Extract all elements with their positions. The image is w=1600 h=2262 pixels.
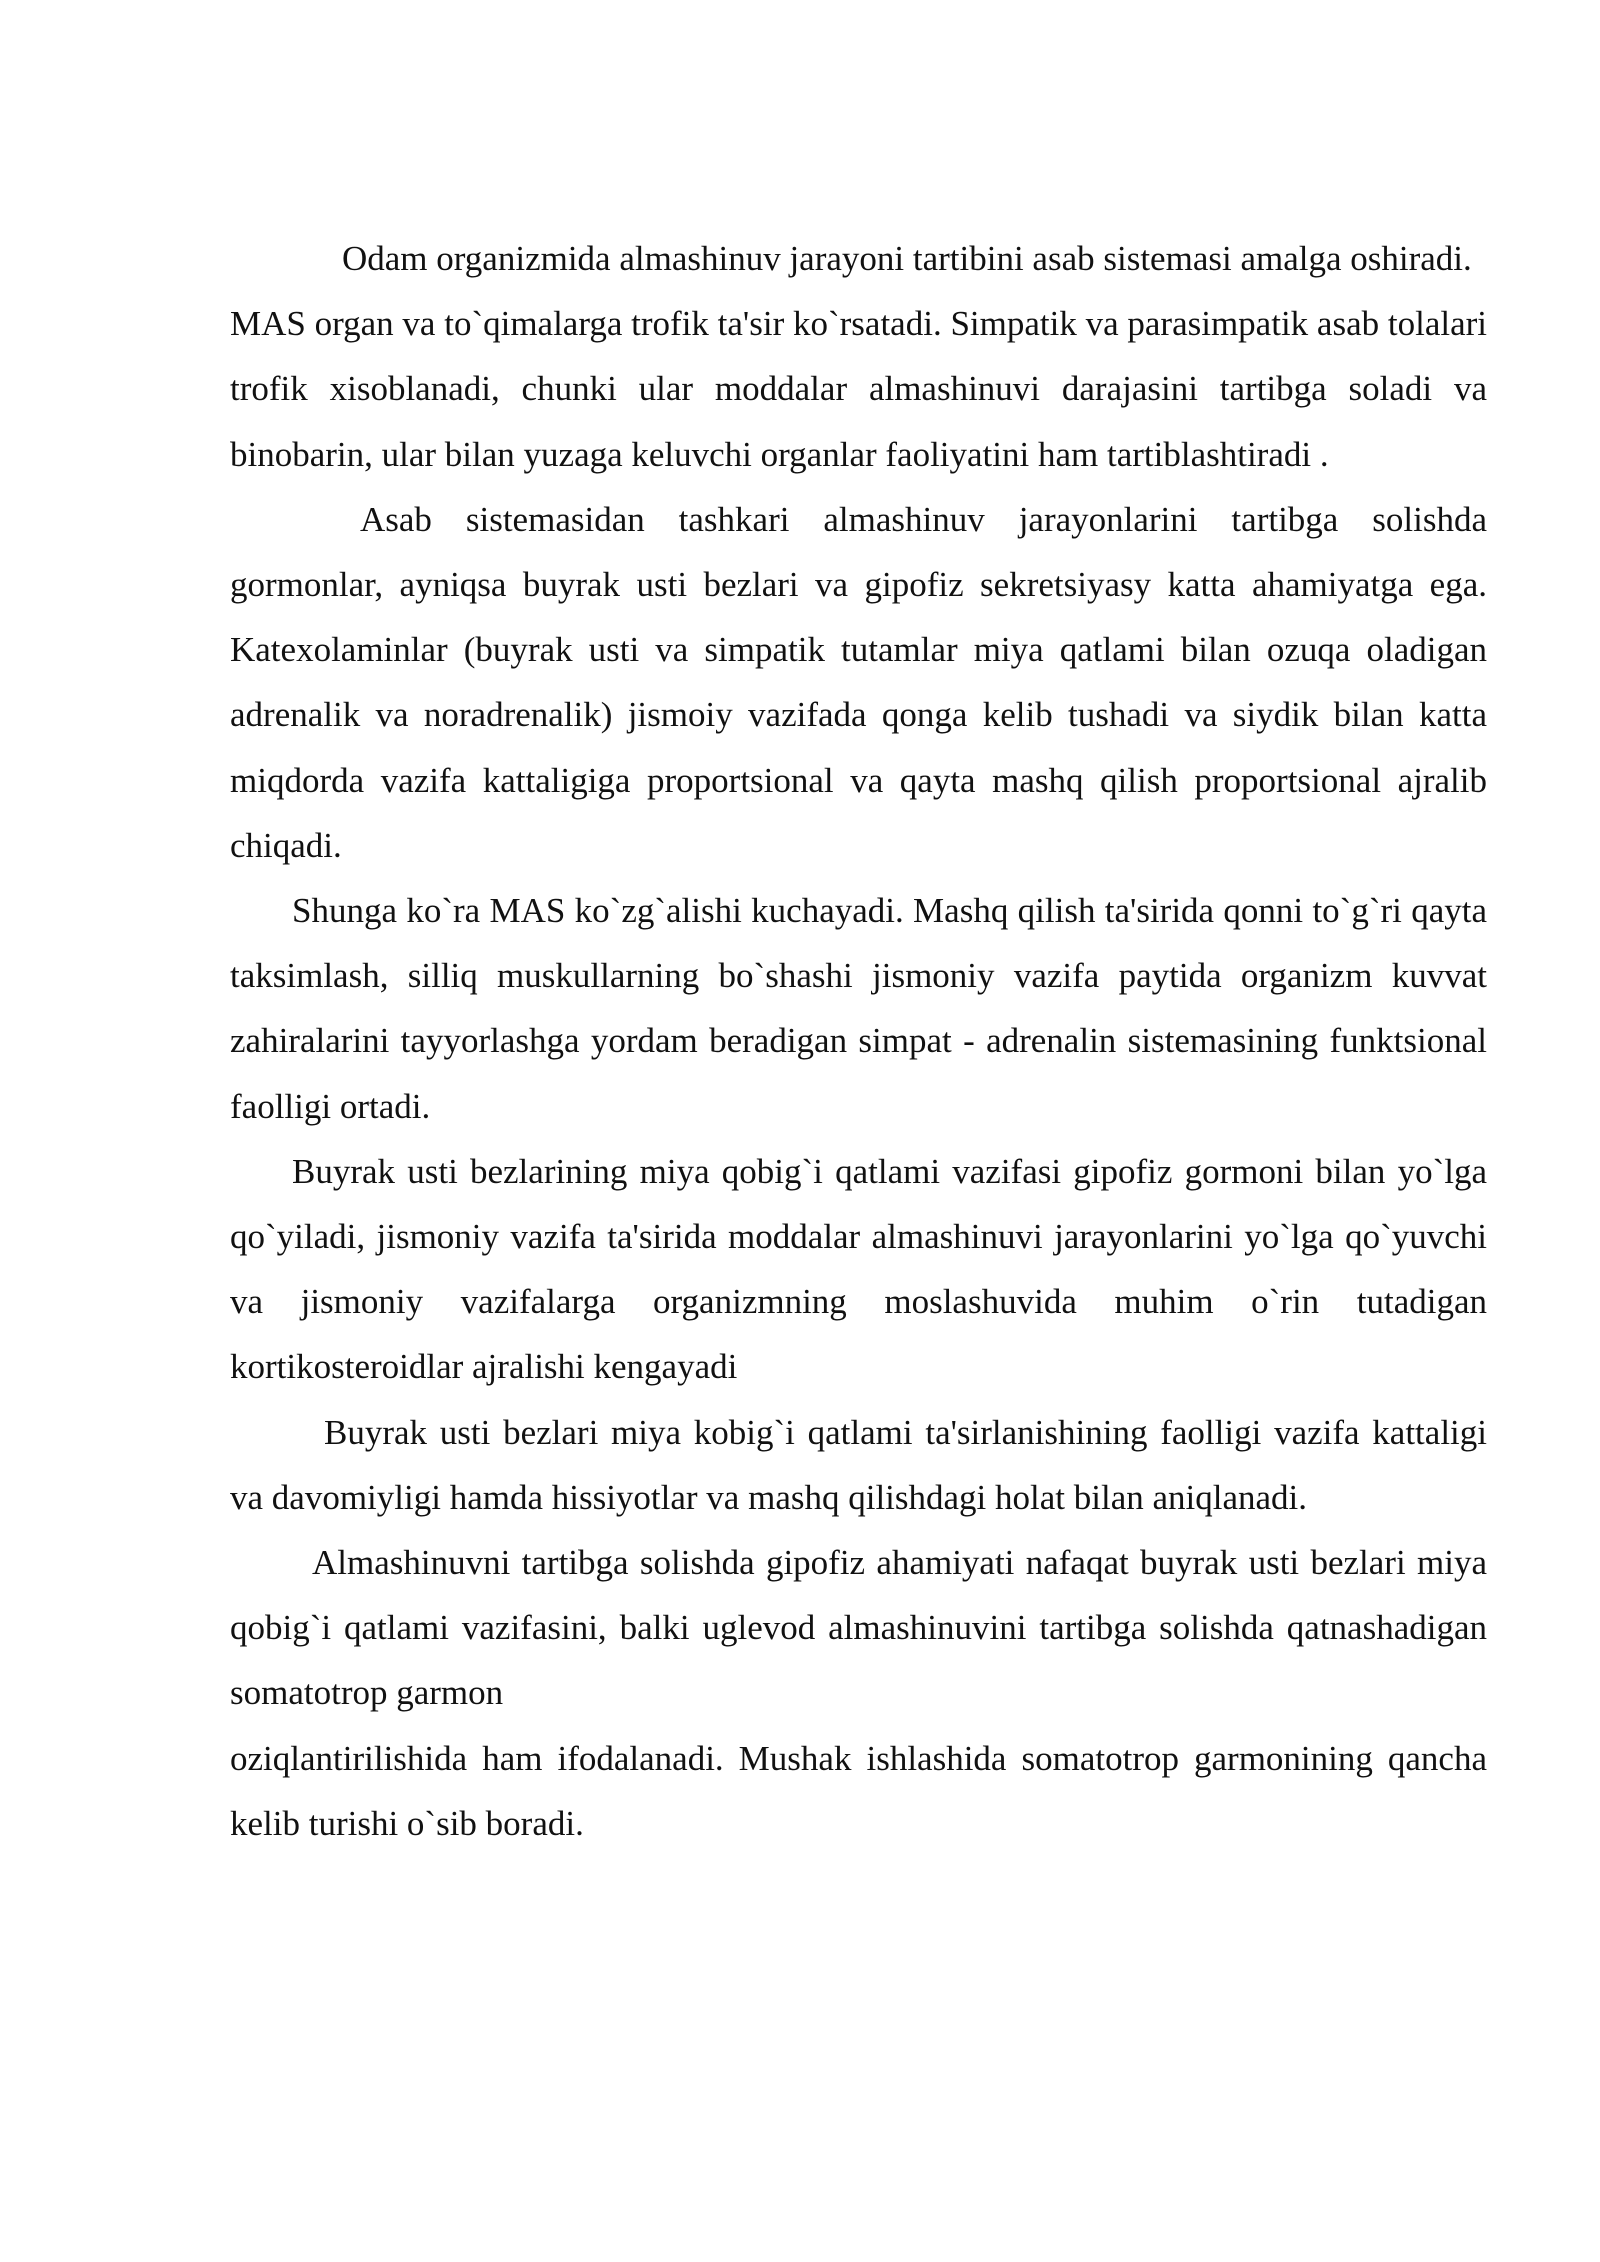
paragraph-4: Shunga ko`ra MAS ko`zg`alishi kuchayadi. Mashq qilish ta'sirida qonni to`g`ri qayta taksimlash, silliq muskullarning bo`shashi jismoniy vazifa paytida organizm kuvvat zahiralarini tayyorlashga yordam beradigan simpat - adrenalin sistemasining funktsional faolligi ortadi. (230, 891, 1487, 1126)
paragraph-2: MAS organ va to`qimalarga trofik ta'sir ko`rsatadi. Simpatik va parasimpatik asab tolalari trofik xisoblanadi, chunki ular moddalar almashinuvi darajasini tartibga soladi va binobarin, ular bilan yuzaga keluvchi organlar faoliyatini ham tartiblashtiradi . (230, 304, 1487, 474)
paragraph-7: Almashinuvni tartibga solishda gipofiz ahamiyati nafaqat buyrak usti bezlari miya qobig`i qatlami vazifasini, balki uglevod almashinuvini tartibga solishda qatnashadigan somatotrop garmon (230, 1543, 1487, 1713)
paragraph-6: Buyrak usti bezlari miya kobig`i qatlami ta'sirlanishining faolligi vazifa kattaligi va davomiyligi hamda hissiyotlar va mashq qilishdagi holat bilan aniqlanadi. (230, 1412, 1487, 1517)
paragraph-8: oziqlantirilishida ham ifodalanadi. Mushak ishlashida somatotrop garmonining qancha kelib turishi o`sib boradi. (230, 1738, 1487, 1843)
document-body (230, 226, 1487, 1856)
paragraph-1: Odam organizmida almashinuv jarayoni tartibini asab sistemasi amalga oshiradi. (342, 239, 1472, 278)
paragraph-5: Buyrak usti bezlarining miya qobig`i qatlami vazifasi gipofiz gormoni bilan yo`lga qo`yiladi, jismoniy vazifa ta'sirida moddalar almashinuvi jarayonlarini yo`lga qo`yuvchi va jismoniy vazifalarga organizmning moslashuvida muhim o`rin tutadigan kortikosteroidlar ajralishi kengayadi (230, 1151, 1487, 1387)
paragraph-3: Asab sistemasidan tashkari almashinuv jarayonlarini tartibga solishda gormonlar, ayniqsa buyrak usti bezlari va gipofiz sekretsiyasy katta ahamiyatga ega. Katexolaminlar (buyrak usti va simpatik tutamlar miya qatlami bilan ozuqa oladigan adrenalik va noradrenalik) jismoiy vazifada qonga kelib tushadi va siydik bilan katta miqdorda vazifa kattaligiga proportsional va qayta mashq qilish proportsional ajralib chiqadi. (230, 499, 1487, 865)
